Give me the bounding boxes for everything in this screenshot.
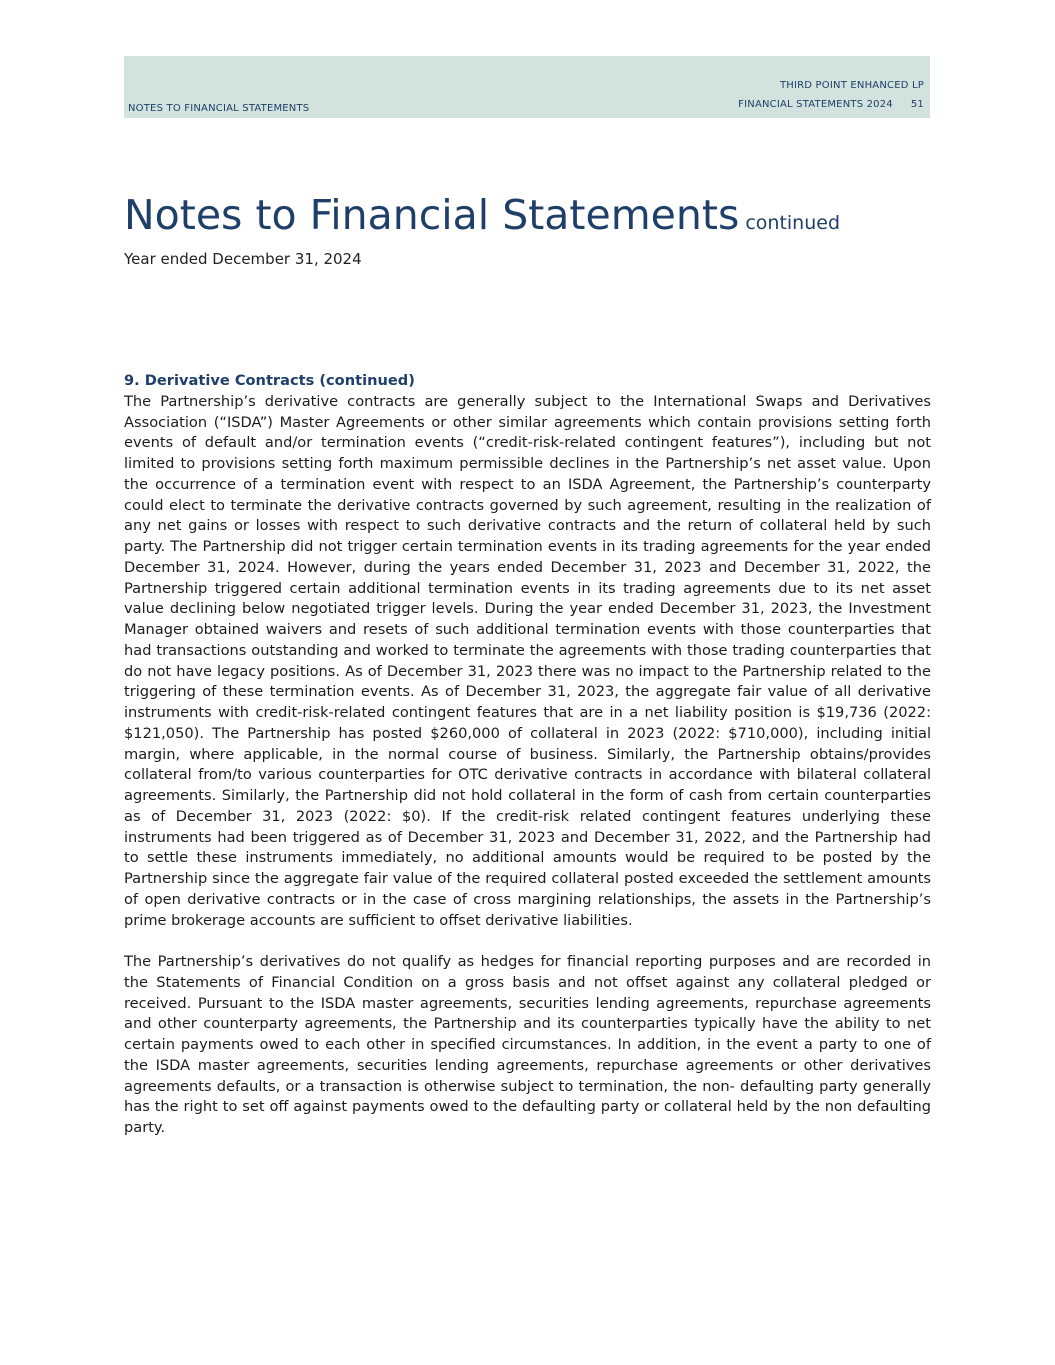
page-title: Notes to Financial Statements	[124, 191, 740, 239]
header-section-label: NOTES TO FINANCIAL STATEMENTS	[128, 103, 310, 114]
page-header	[124, 56, 930, 118]
title-block	[124, 190, 934, 268]
paragraph-2: The Partnership’s derivatives do not qualify as hedges for financial reporting purposes and are recorded in the Statements of Financial Condition on a gross basis and not offset against any collateral pledged or received. Pursuant to the ISDA master agreements, securities lending agreements, repurchase agreements and other counterparty agreements, the Partnership and its counterparties typically have the ability to net certain payments owed to each other in specified circumstances. In addition, in the event a party to one of the ISDA master agreements, securities lending agreements, repurchase agreements or other derivatives agreements defaults, or a transaction is otherwise subject to termination, the non- defaulting party generally has the right to set off against payments owed to the defaulting party or collateral held by the non defaulting party.	[124, 953, 931, 1136]
header-document-info	[738, 76, 924, 114]
title-suffix: continued	[745, 212, 841, 234]
section-heading: 9. Derivative Contracts (continued)	[124, 372, 415, 389]
header-document-title: FINANCIAL STATEMENTS 2024	[738, 99, 893, 110]
paragraph-1: The Partnership’s derivative contracts are generally subject to the International Swaps and Derivatives Association (“ISDA”) Master Agreements or other similar agreements which contain provisions setting forth events of default and/or termination events (“credit-risk-related contingent features”), including but not limited to provisions setting forth maximum permissible declines in the Partnership’s net asset value. Upon the occurrence of a termination event with respect to an ISDA Agreement, the Partnership’s counterparty could elect to terminate the derivative contracts governed by such agreement, resulting in the realization of any net gains or losses with respect to such derivative contracts and the return of collateral held by such party. The Partnership did not trigger certain termination events in its trading agreements for the year ended December 31, 2024. However, during the years ended December 31, 2023 and December 31, 2022, the Partnership triggered certain additional termination events in its trading agreements due to its net asset value declining below negotiated trigger levels. During the year ended December 31, 2023, the Investment Manager obtained waivers and resets of such additional termination events with those counterparties that had transactions outstanding and worked to terminate the agreements with those trading counterparties that do not have legacy positions. As of December 31, 2023 there was no impact to the Partnership related to the triggering of these termination events. As of December 31, 2023, the aggregate fair value of all derivative instruments with credit-risk-related contingent features that are in a net liability position is $19,736 (2022: $121,050). The Partnership has posted $260,000 of collateral in 2023 (2022: $710,000), including initial margin, where applicable, in the normal course of business. Similarly, the Partnership obtains/provides collateral from/to various counterparties for OTC derivative contracts in accordance with bilateral collateral agreements. Similarly, the Partnership did not hold collateral in the form of cash from certain counterparties as of December 31, 2023 (2022: $0). If the credit-risk related contingent features underlying these instruments had been triggered as of December 31, 2023 and December 31, 2022, and the Partnership had to settle these instruments immediately, no additional amounts would be required to be posted by the Partnership since the aggregate fair value of the required collateral posted exceeded the settlement amounts of open derivative contracts or in the case of cross margining relationships, the assets in the Partnership’s prime brokerage accounts are sufficient to offset derivative liabilities.	[124, 392, 931, 929]
section-body	[124, 371, 931, 1160]
page-number: 51	[910, 99, 924, 110]
header-company-name: THIRD POINT ENHANCED LP	[779, 80, 924, 91]
page-subtitle: Year ended December 31, 2024	[124, 250, 362, 268]
